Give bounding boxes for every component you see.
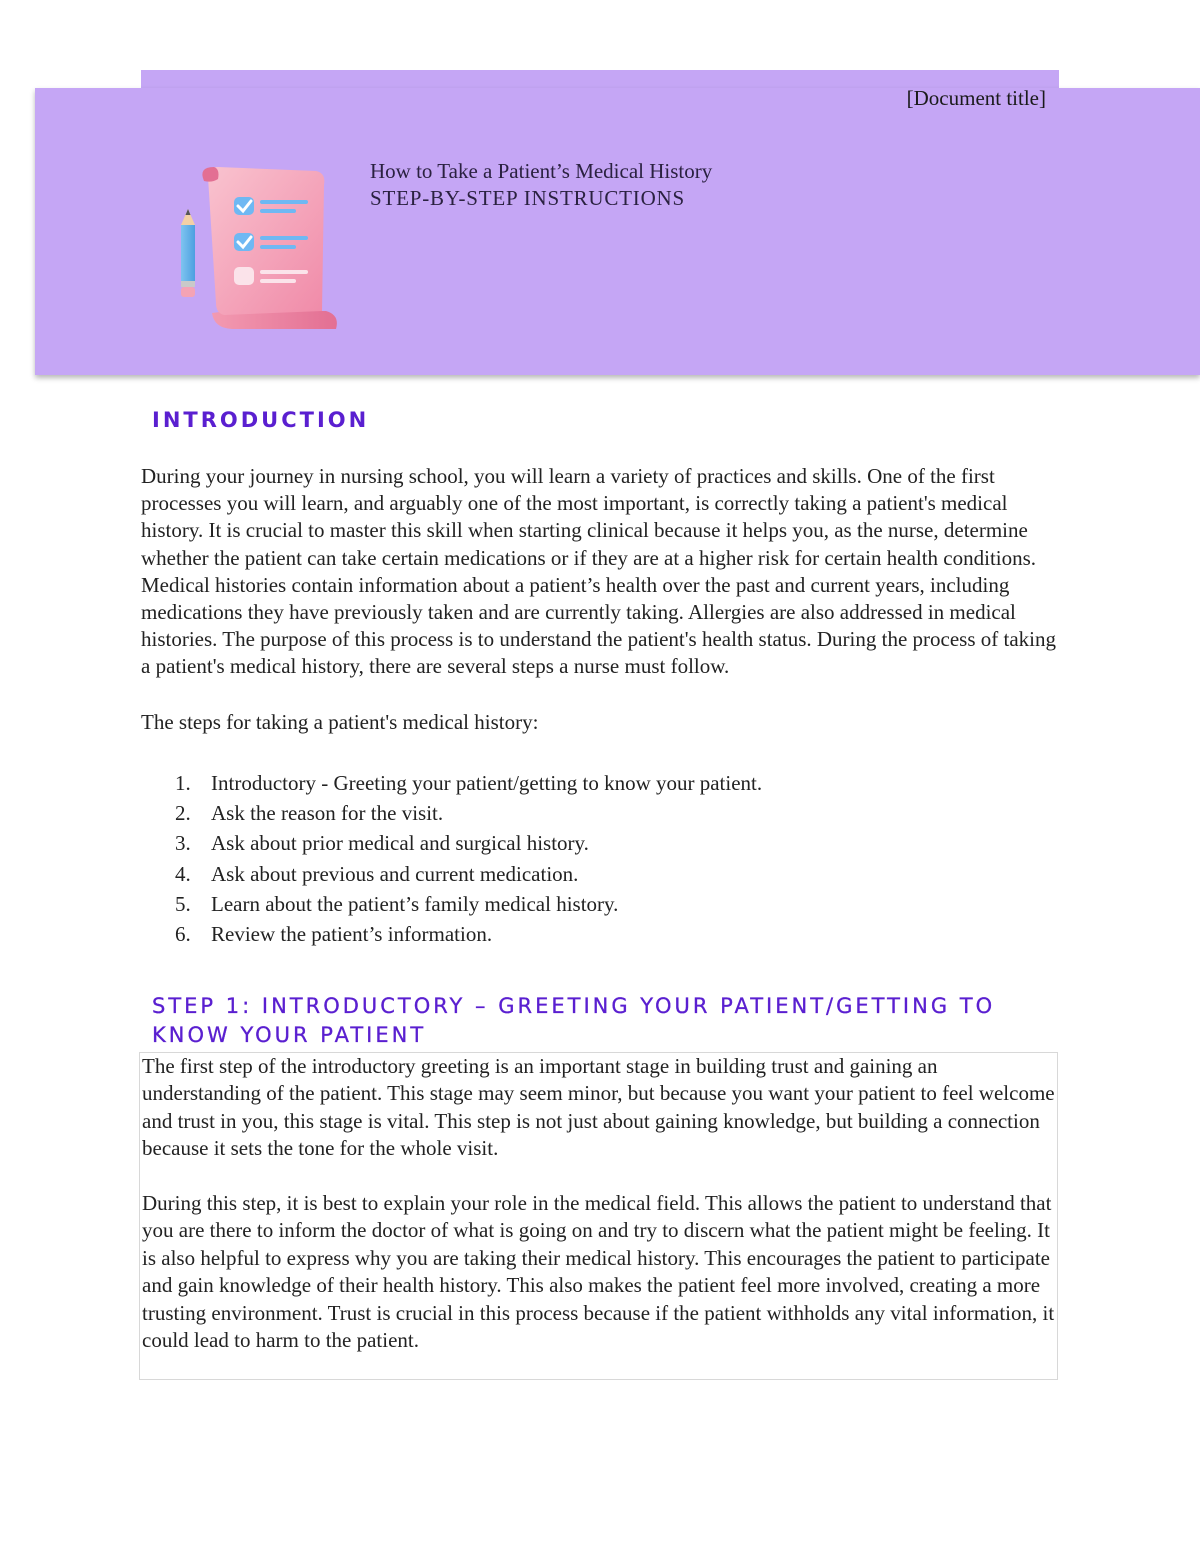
list-item-number: 5. bbox=[175, 891, 191, 916]
list-item-text: Ask about previous and current medication. bbox=[211, 861, 579, 886]
steps-list bbox=[141, 768, 762, 949]
list-item-number: 2. bbox=[175, 801, 191, 826]
list-item-number: 4. bbox=[175, 861, 191, 886]
list-item bbox=[141, 889, 762, 919]
step1-content-box[interactable] bbox=[139, 1052, 1058, 1380]
list-item-text: Ask about prior medical and surgical history. bbox=[211, 831, 589, 856]
document-subtitle[interactable]: STEP-BY-STEP INSTRUCTIONS bbox=[370, 186, 686, 210]
list-item-text: Review the patient’s information. bbox=[211, 921, 493, 946]
steps-lead-text: The steps for taking a patient's medical history: bbox=[141, 710, 539, 734]
header-text-block bbox=[370, 158, 712, 212]
list-item-number: 3. bbox=[175, 831, 191, 856]
introduction-heading: INTRODUCTION bbox=[152, 408, 370, 432]
list-item-text: Learn about the patient’s family medical history. bbox=[211, 891, 619, 916]
list-item-number: 1. bbox=[175, 771, 191, 795]
checklist-scroll-pencil-icon bbox=[168, 163, 343, 343]
list-item bbox=[141, 859, 762, 889]
step1-paragraph-2: During this step, it is best to explain your role in the medical field. This allows the patient to understand that you are there to inform the doctor of what is going on and try to discern what the patient might be feeling. It is also helpful to express why you are taking their medical history. This encourages the patient to participate and gain knowledge of their health history. This also makes the patient feel more involved, creating a more trusting environment. Trust is crucial in this process because if the patient withholds any vital information, it could lead to harm to the patient. bbox=[142, 1191, 1055, 1353]
list-item bbox=[141, 768, 762, 798]
list-item-number: 6. bbox=[175, 921, 191, 946]
step1-heading: STEP 1: INTRODUCTORY – GREETING YOUR PATIENT/GETTING TO KNOW YOUR PATIENT bbox=[152, 994, 996, 1047]
list-item-text: Introductory - Greeting your patient/getting to know your patient. bbox=[211, 771, 763, 795]
introduction-paragraph: During your journey in nursing school, you will learn a variety of practices and skills. One of the first processes you will learn, and arguably one of the most important, is correctly taking a patient's medical history. It is crucial to master this skill when starting clinical because it helps you, as the nurse, determine whether the patient can take certain medications or if they are at a higher risk for certain health conditions. Medical histories contain information about a patient’s health over the past and current years, including medications they have previously taken and are currently taking. Allergies are also addressed in medical histories. The purpose of this process is to understand the patient's health status. During the process of taking a patient's medical history, there are several steps a nurse must follow. bbox=[141, 464, 1056, 679]
list-item bbox=[141, 798, 762, 828]
list-item bbox=[141, 919, 762, 949]
list-item bbox=[141, 828, 762, 858]
step1-paragraph-1: The first step of the introductory greeting is an important stage in building trust and gaining an understanding of the patient. This stage may seem minor, but because you want your patient to feel welcome and trust in you, this stage is vital. This step is not just about gaining knowledge, but building a connection because it sets the tone for the whole visit. bbox=[142, 1054, 1055, 1161]
document-title[interactable]: [Document title] bbox=[906, 86, 1046, 110]
document-heading[interactable]: How to Take a Patient’s Medical History bbox=[370, 159, 713, 183]
list-item-text: Ask the reason for the visit. bbox=[211, 801, 444, 826]
